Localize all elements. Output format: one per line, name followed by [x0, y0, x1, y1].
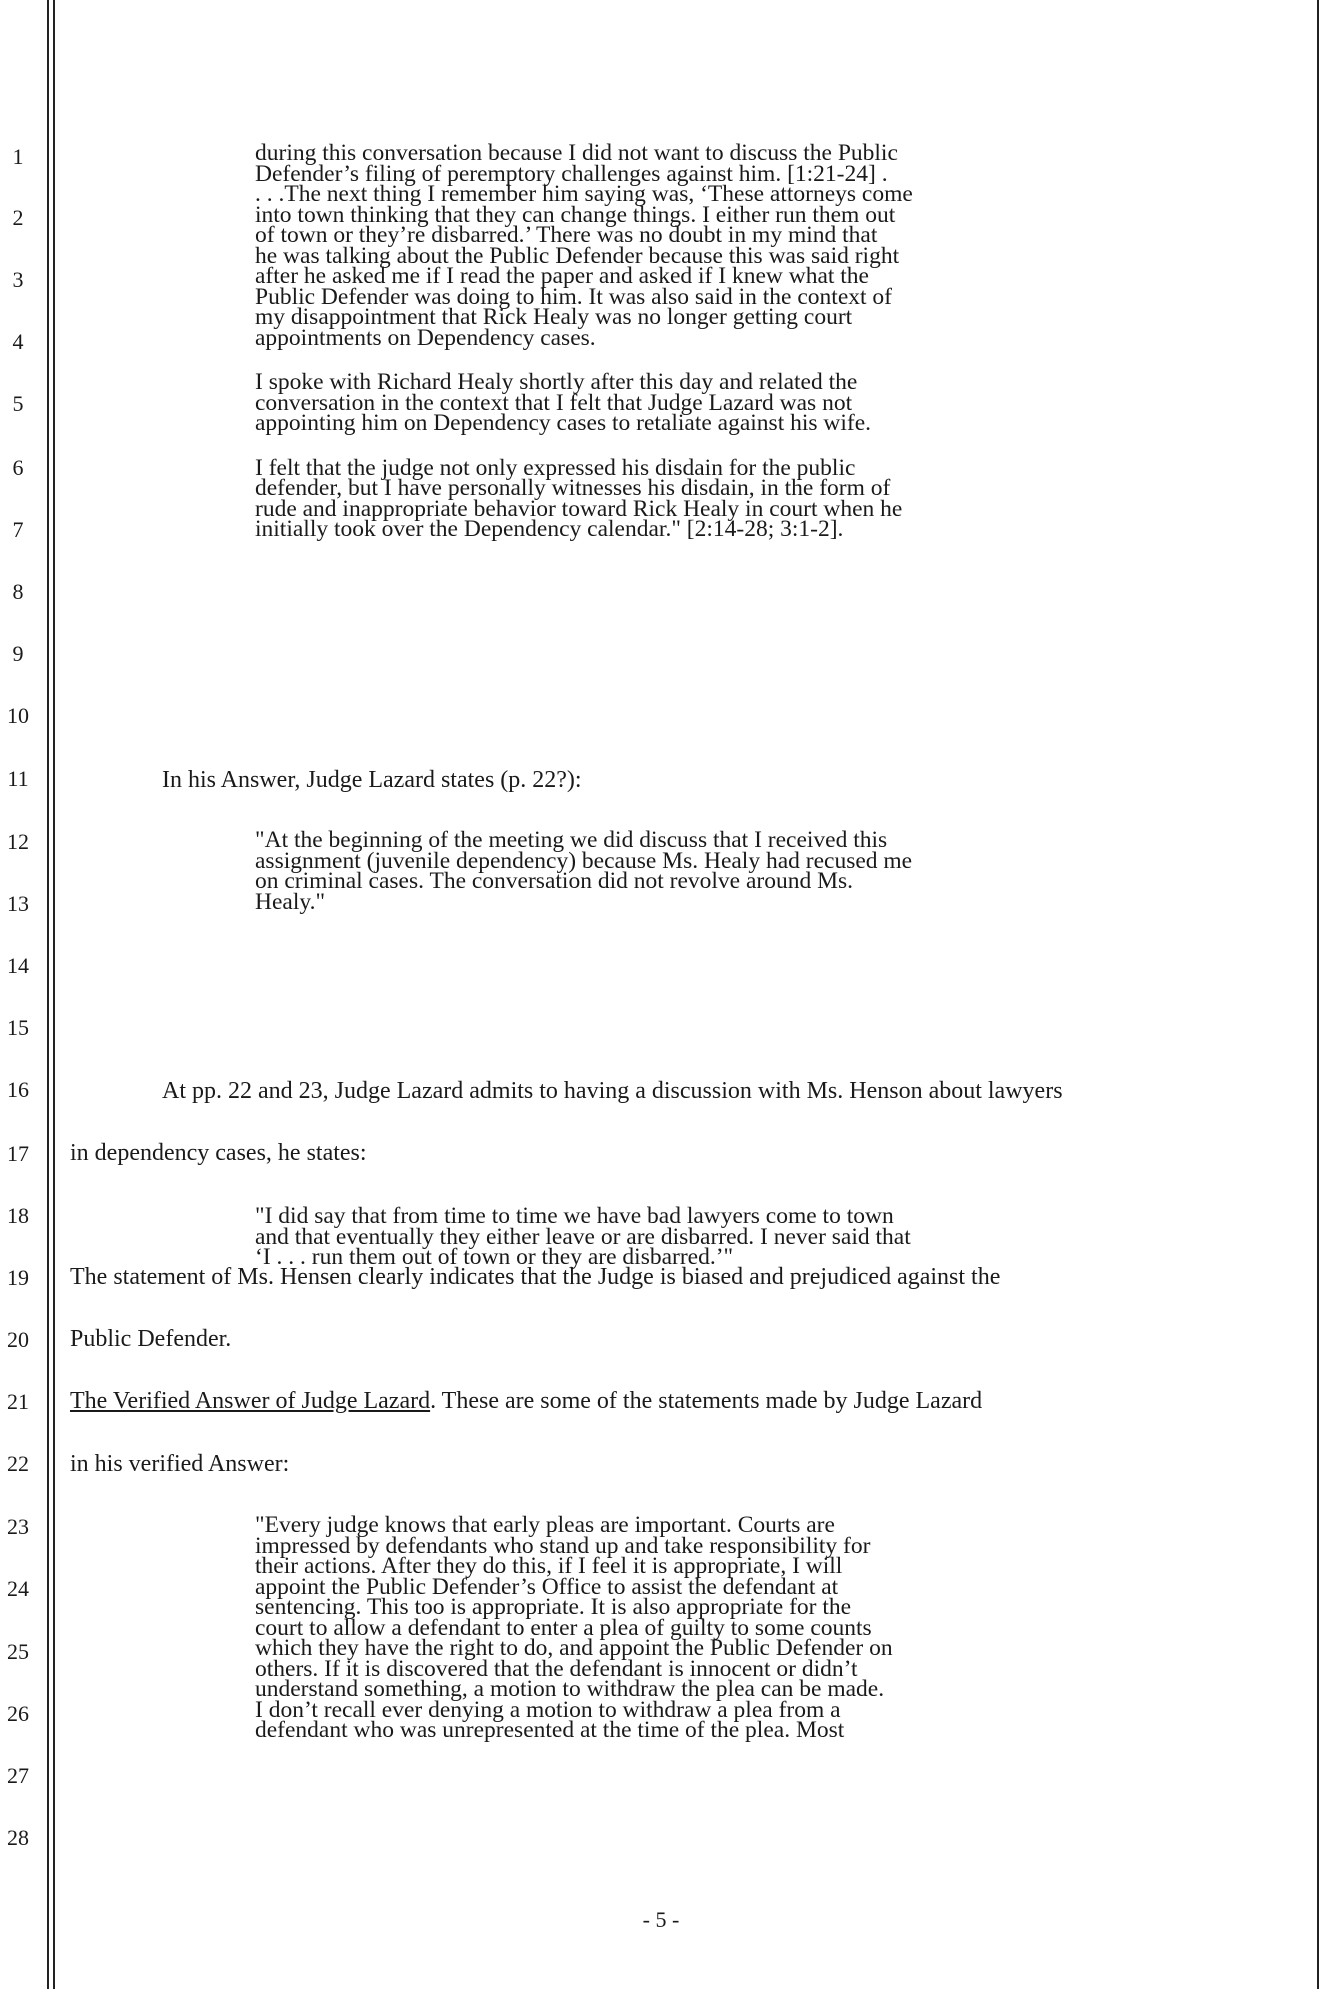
line-number: 18 [7, 1203, 29, 1228]
block-quote-lazard-lawyers [255, 1203, 1110, 1270]
quote-line: and that eventually they either leave or are disbarred. I never said that [255, 1223, 911, 1250]
line-number: 15 [7, 1015, 29, 1040]
line-number: 17 [7, 1141, 29, 1166]
quote-line: appoint the Public Defender’s Office to assist the defendant at [255, 1573, 839, 1600]
line-number: 24 [7, 1576, 29, 1601]
quote-paragraph [255, 369, 1110, 436]
body-text-line: Public Defender. [70, 1326, 232, 1352]
section-heading: The Verified Answer of Judge Lazard [70, 1388, 431, 1414]
block-quote-lazard-answer [255, 827, 1110, 915]
quote-line: into town thinking that they can change things. I either run them out [255, 201, 896, 228]
quote-paragraph [255, 140, 1110, 351]
line-number: 20 [7, 1327, 29, 1352]
quote-line: after he asked me if I read the paper and asked if I knew what the [255, 263, 869, 289]
body-text-line: in dependency cases, he states: [70, 1140, 367, 1166]
quote-line: court to allow a defendant to enter a plea of guilty to some counts [255, 1614, 872, 1641]
quote-line: assignment (juvenile dependency) because Ms. Healy had recused me [255, 847, 913, 874]
quote-line: "At the beginning of the meeting we did discuss that I received this [255, 827, 888, 853]
line-number: 9 [12, 641, 24, 666]
quote-line: "Every judge knows that early pleas are important. Courts are [255, 1512, 835, 1538]
quote-line: ‘I . . . run them out of town or they are disbarred.’" [255, 1244, 734, 1270]
body-text: . These are some of the statements made by Judge Lazard [430, 1388, 983, 1414]
quote-line: my disappointment that Rick Healy was no longer getting court [255, 304, 853, 330]
line-number: 23 [7, 1514, 29, 1539]
line-number: 10 [7, 703, 29, 728]
left-margin-rule-inner [53, 0, 55, 1989]
block-quote-verified-answer [255, 1512, 1110, 1743]
line-number: 12 [7, 829, 29, 854]
right-margin-rule [1317, 0, 1319, 1989]
line-number: 8 [12, 579, 24, 604]
quote-line: defendant who was unrepresented at the time of the plea. Most [255, 1717, 845, 1743]
line-number: 2 [12, 205, 24, 230]
line-number: 21 [7, 1389, 29, 1414]
line-number: 5 [12, 391, 24, 416]
quote-line: he was talking about the Public Defender because this was said right [255, 242, 900, 269]
quote-line: on criminal cases. The conversation did not revolve around Ms. [255, 868, 854, 894]
quote-line: Defender’s filing of peremptory challenges against him. [1:21-24] . [255, 160, 888, 187]
line-number: 7 [12, 517, 24, 542]
line-number: 13 [7, 891, 29, 916]
quote-line: sentencing. This too is appropriate. It is also appropriate for the [255, 1594, 852, 1620]
body-text-line: At pp. 22 and 23, Judge Lazard admits to having a discussion with Ms. Henson about lawyers [162, 1078, 1063, 1104]
line-number: 1 [12, 144, 24, 169]
quote-line: during this conversation because I did not want to discuss the Public [255, 140, 898, 166]
quote-line: conversation in the context that I felt that Judge Lazard was not [255, 389, 853, 416]
line-number: 19 [7, 1265, 29, 1290]
left-margin-rule [47, 0, 49, 1989]
quote-line: rude and inappropriate behavior toward Rick Healy in court when he [255, 495, 903, 522]
body-text-line [70, 1388, 982, 1414]
quote-line: which they have the right to do, and appoint the Public Defender on [255, 1635, 893, 1661]
line-number: 25 [7, 1639, 29, 1664]
quote-line: appointing him on Dependency cases to retaliate against his wife. [255, 410, 872, 436]
quote-line: of town or they’re disbarred.’ There was no doubt in my mind that [255, 222, 878, 248]
quote-line: Healy." [255, 888, 326, 915]
quote-line: "I did say that from time to time we have bad lawyers come to town [255, 1203, 894, 1229]
quote-line: appointments on Dependency cases. [255, 324, 596, 351]
line-number: 14 [7, 953, 29, 978]
line-number: 4 [12, 329, 24, 354]
quote-line: I don’t recall ever denying a motion to withdraw a plea from a [255, 1696, 841, 1723]
quote-line: I felt that the judge not only expressed his disdain for the public [255, 454, 856, 481]
line-number: 27 [7, 1763, 29, 1788]
quote-line: Public Defender was doing to him. It was also said in the context of [255, 283, 892, 310]
block-quote-henson-declaration [255, 140, 1110, 542]
line-number: 16 [7, 1077, 29, 1102]
line-number: 6 [12, 455, 24, 480]
quote-paragraph [255, 454, 1110, 542]
body-text-line: in his verified Answer: [70, 1451, 290, 1477]
page-number: - 5 - [642, 1907, 680, 1932]
body-text-line: In his Answer, Judge Lazard states (p. 22?): [162, 767, 582, 793]
quote-line: their actions. After they do this, if I feel it is appropriate, I will [255, 1553, 843, 1579]
quote-line: understand something, a motion to withdraw the plea can be made. [255, 1676, 885, 1702]
quote-line: I spoke with Richard Healy shortly after this day and related the [255, 369, 858, 395]
quote-line: initially took over the Dependency calendar." [2:14-28; 3:1-2]. [255, 516, 844, 542]
line-number: 28 [7, 1825, 29, 1850]
body-text-line: The statement of Ms. Hensen clearly indicates that the Judge is biased and prejudiced against the [70, 1264, 1001, 1290]
line-number: 11 [7, 766, 29, 791]
quote-line: impressed by defendants who stand up and take responsibility for [255, 1532, 871, 1559]
quote-line: defender, but I have personally witnesses his disdain, in the form of [255, 475, 891, 501]
quote-line: others. If it is discovered that the defendant is innocent or didn’t [255, 1655, 858, 1682]
line-number: 22 [7, 1451, 29, 1476]
quote-line: . . .The next thing I remember him saying was, ‘These attorneys come [255, 181, 913, 207]
line-number: 3 [12, 267, 24, 292]
line-number: 26 [7, 1701, 29, 1726]
